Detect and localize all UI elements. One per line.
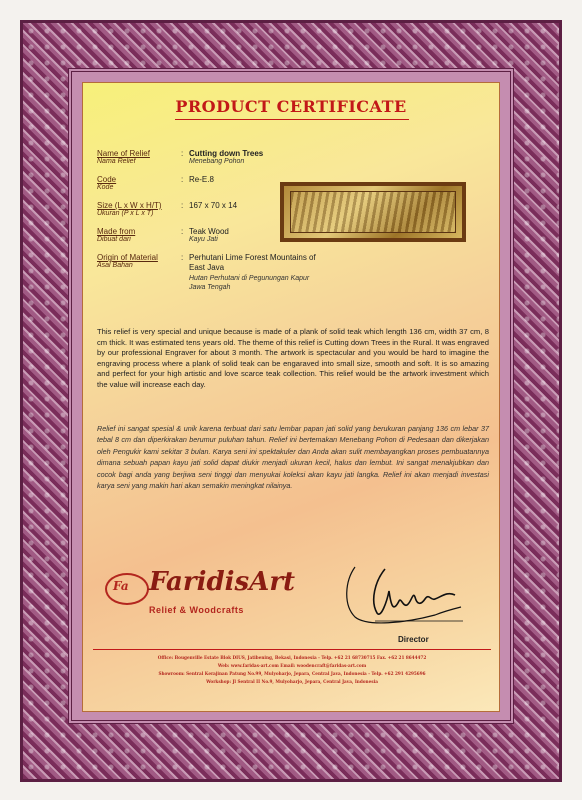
signature-icon (315, 561, 465, 631)
logo-mark: Fa (113, 579, 129, 593)
description-english: This relief is very special and unique because is made of a plank of solid teak which length 136 cm, width 37 cm, 8 cm thick. It was estimated tens years old. The theme of this relief is Cutting down Trees in the Rural. It was engraved by our professional Engraver for about 3 month. The artwork is spectacular and you would be hard to imagine the engraving process where a plank of solid teak can be engaraved into small size, smooth and soft. It is so amazing and perfect for your high artistic and love scarce teak collection. This relief would be the artwork investment which the value will increase each day. (97, 327, 489, 389)
company-addresses (93, 649, 491, 686)
footer-workshop: Workshop: Jl Sentral II No.9, Mulyoharjo, Jepara, Central Java, Indonesia (206, 679, 378, 684)
spec-value: 167 x 70 x 14 (189, 201, 238, 210)
spec-value: Perhutani Lime Forest Mountains of East Java (189, 253, 316, 272)
logo-tagline: Relief & Woodcrafts (149, 605, 244, 615)
spec-label-id: Kode (97, 184, 114, 191)
spec-row-size (97, 201, 297, 219)
spec-label: Code (97, 175, 117, 184)
description-indonesian: Relief ini sangat spesial & unik karena terbuat dari satu lembar papan jati solid yang berukuran panjang 136 cm lebar 37 tebal 8 cm dan diperkirakan berumur puluhan tahun. Relief ini bertemakan Menebang Pohon di Pedesaan dan dikerjakan oleh Pengukir kami sekitar 3 bulan. Karya seni ini spektakuler dan Anda akan sulit membayangkan proses pembuatannya dimana sebuah papan kayu jati solid dapat diukir menjadi ukuran kecil, halus dan lembut. Ini sangat menakjubkan dan cocok bagi anda yang berjiwa seni tinggi dan menyukai koleksi akan kayu jati langka. Relief ini akan menjadi investasi karya seni yang makin hari akan semakin meningkat nilainya. (97, 424, 489, 491)
colon: : (181, 253, 184, 262)
spec-value-id: Kayu Jati (189, 236, 218, 243)
footer-office: Office: Bougenville Estate Blok DIUS, Jatibening, Bekasi, Indonesia - Telp. +62 21 68730715 Fax. +62 21 8644472 (157, 655, 427, 660)
spec-row-material (97, 227, 297, 245)
spec-label: Name of Relief (97, 149, 150, 158)
spec-label-id: Asal Bahan (97, 262, 133, 269)
spec-row-name (97, 149, 297, 167)
colon: : (181, 201, 184, 210)
spec-label: Origin of Material (97, 253, 158, 262)
title-underline (175, 119, 409, 120)
spec-value: Re-E.8 (189, 175, 214, 184)
colon: : (181, 149, 184, 158)
colon: : (181, 227, 184, 236)
certificate-panel (82, 82, 500, 712)
spec-row-origin (97, 253, 316, 297)
certificate-title: PRODUCT CERTIFICATE (175, 97, 407, 116)
colon: : (181, 175, 184, 184)
spec-label-id: Dibuat dari (97, 236, 131, 243)
spec-label: Made from (97, 227, 136, 236)
spec-value-id: Menebang Pohon (189, 158, 245, 165)
spec-row-code (97, 175, 297, 193)
relief-photo (280, 182, 466, 242)
spec-value: Teak Wood (189, 227, 229, 236)
footer-showroom: Showroom: Sentral Kerajinan Patung No.99, Mulyoharjo, Jepara, Central Java, Indonesia - Telp. +62 291 4295696 (158, 671, 426, 676)
logo-wordmark: FaridisArt (149, 567, 296, 597)
spec-value-id: Hutan Perhutani di Pegunungan Kapur Jawa Tengah (189, 275, 310, 291)
spec-value: Cutting down Trees (189, 149, 264, 158)
director-label: Director (398, 635, 429, 644)
spec-label-id: Nama Relief (97, 158, 136, 165)
spec-list (97, 149, 316, 305)
footer-web: Web: www.faridas-art.com Email: woodencraft@faridas-art.com (217, 663, 367, 668)
company-logo (105, 563, 305, 627)
relief-carving-image (290, 191, 456, 233)
spec-label-id: Ukuran (P x L x T) (97, 210, 154, 217)
spec-label: Size (L x W x H/T) (97, 201, 162, 210)
